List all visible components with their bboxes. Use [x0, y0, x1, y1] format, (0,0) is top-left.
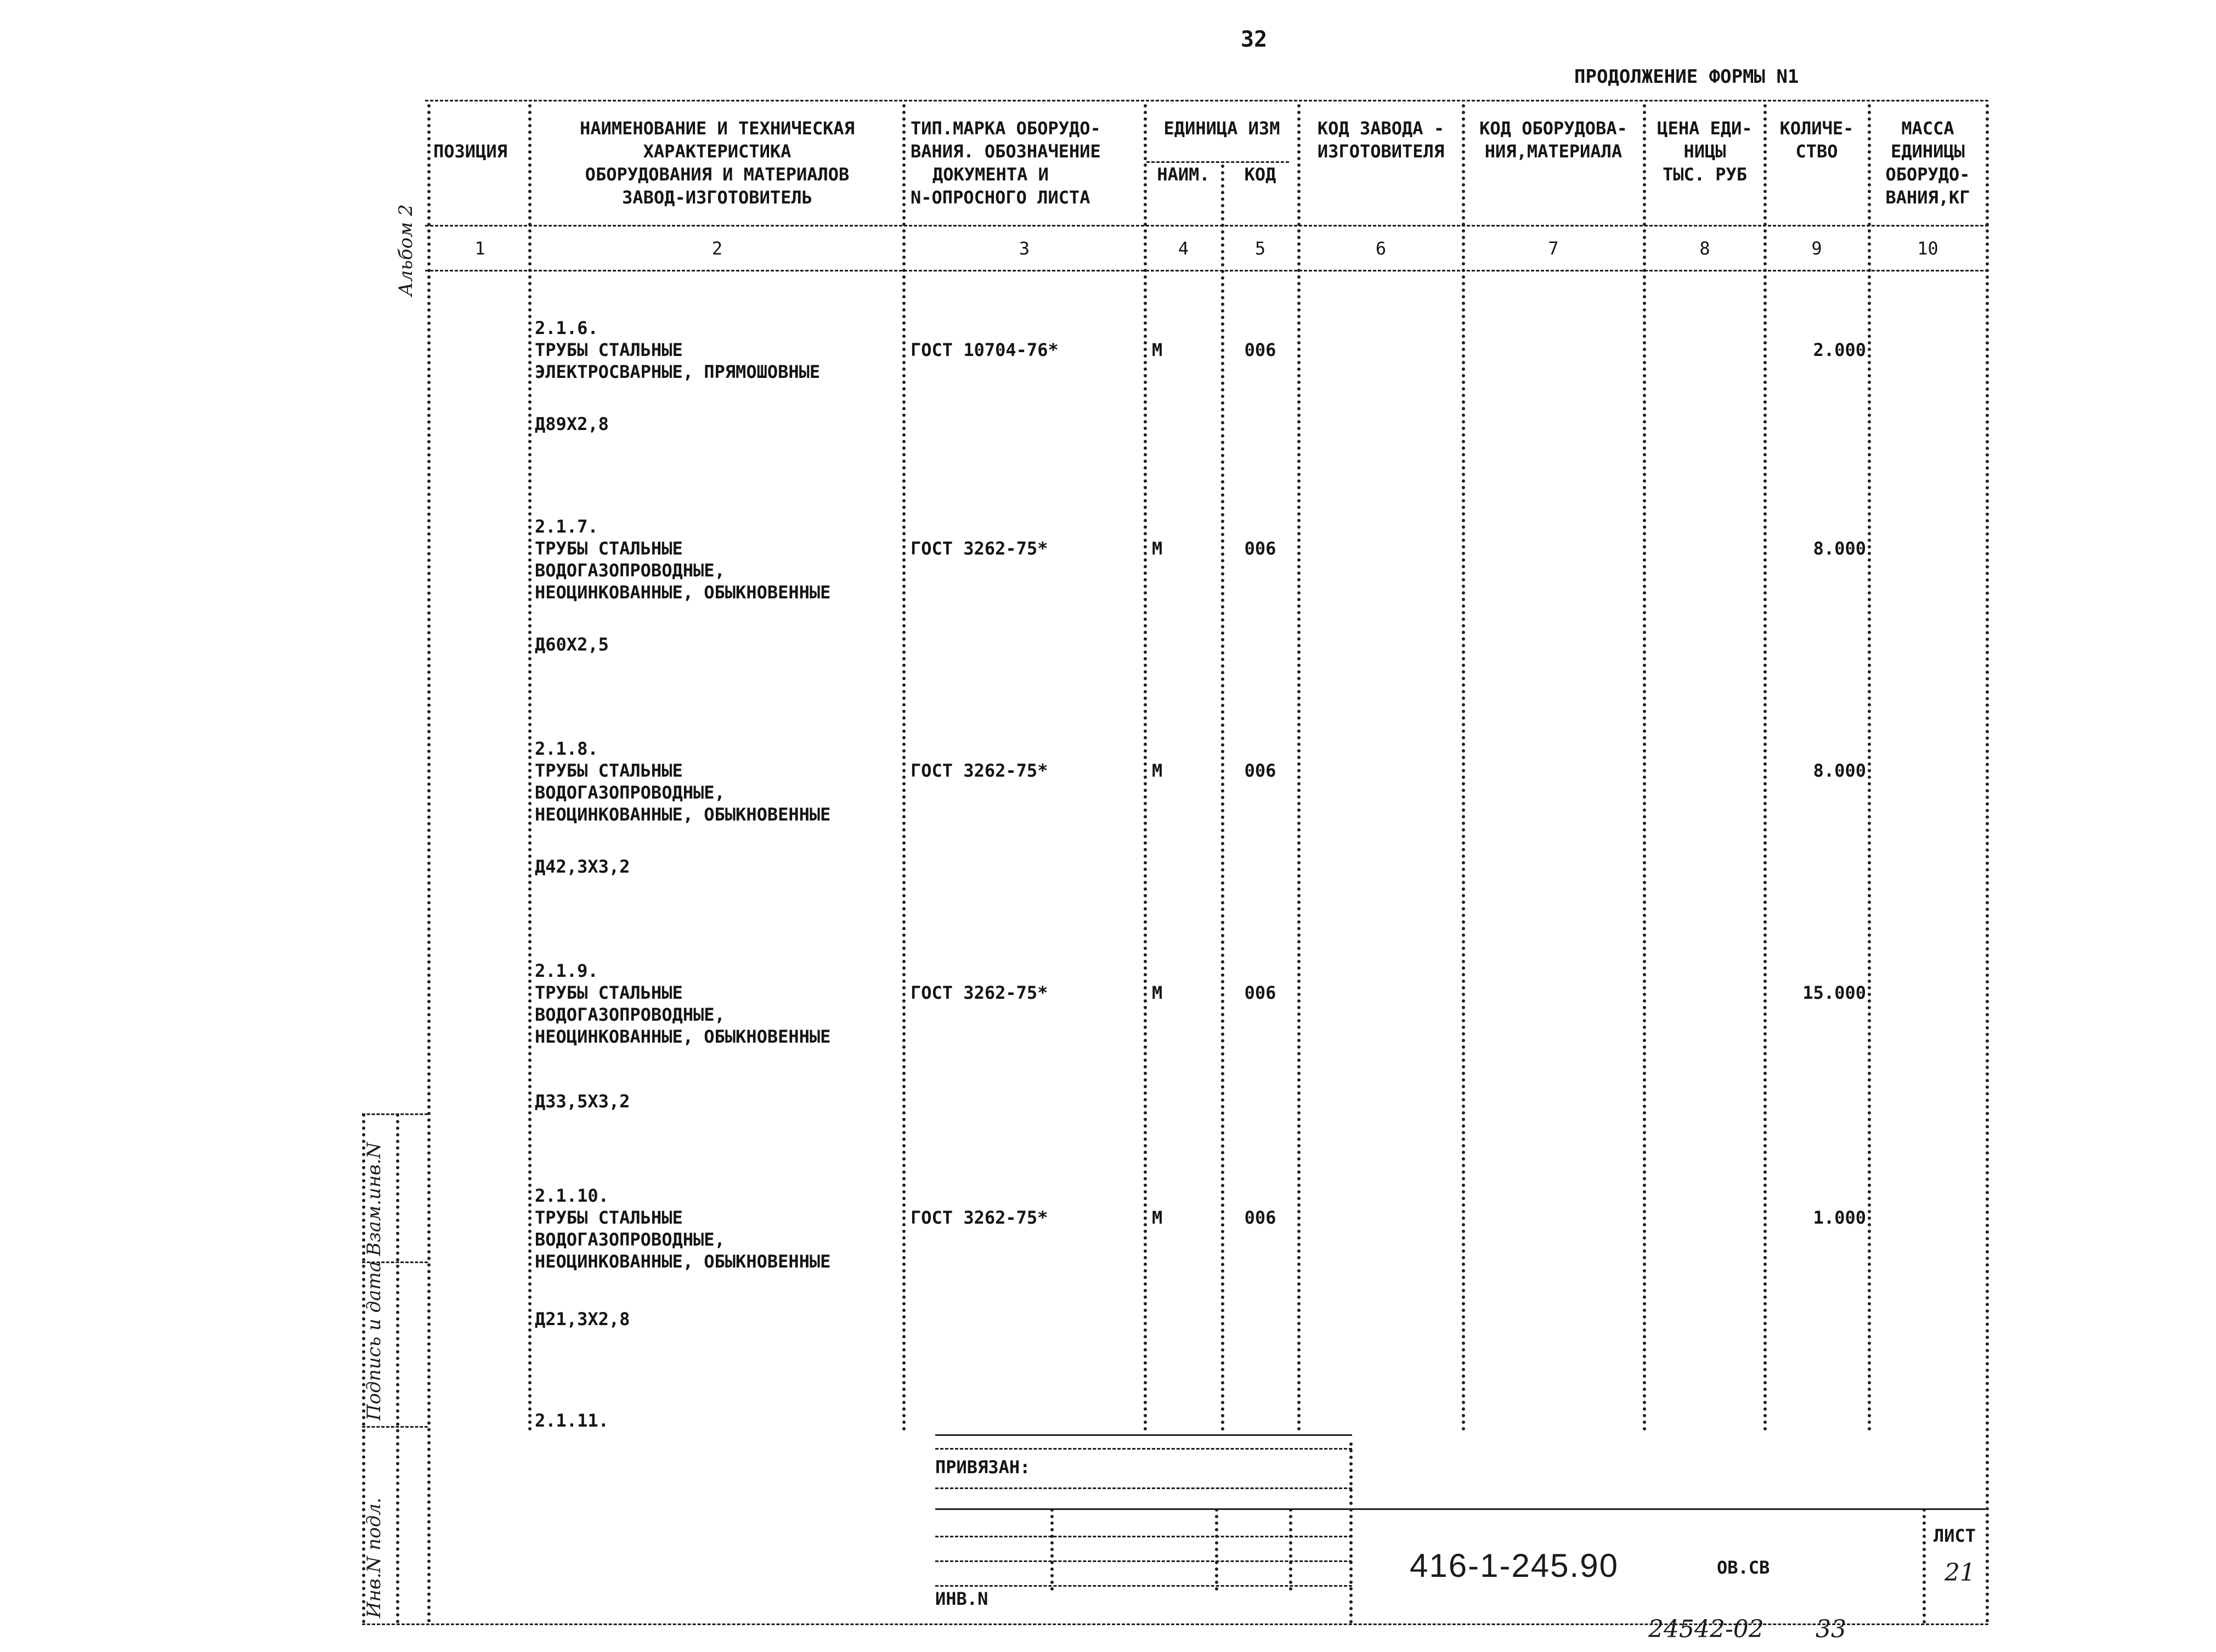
row-name-line: ТРУБЫ СТАЛЬНЫЕ: [535, 1207, 683, 1228]
col-sep-9: [1868, 104, 1871, 1432]
stamp-privyazan: ПРИВЯЗАН:: [935, 1457, 1031, 1478]
row-document: ГОСТ 3262-75*: [911, 982, 1048, 1003]
stamp-inv: ИНВ.N: [935, 1588, 988, 1609]
col-num-7: 7: [1548, 238, 1559, 259]
row-name-line: НЕОЦИНКОВАННЫЕ, ОБЫКНОВЕННЫЕ: [535, 1026, 831, 1047]
col-sep-10: [1986, 104, 1989, 1623]
row-name-line: ТРУБЫ СТАЛЬНЫЕ: [535, 538, 683, 559]
stamp-col-sep: [1050, 1508, 1054, 1591]
bottom-handwritten-page: 33: [1816, 1615, 1846, 1643]
row-document: ГОСТ 3262-75*: [911, 760, 1048, 781]
header-col6-line2: ИЗГОТОВИТЕЛЯ: [1317, 141, 1445, 162]
header-col10-line4: ВАНИЯ,КГ: [1885, 187, 1970, 208]
row-name-line: НЕОЦИНКОВАННЫЕ, ОБЫКНОВЕННЫЕ: [535, 804, 831, 825]
col-sep-5: [1297, 104, 1301, 1432]
bottom-handwritten-number: 24542-02: [1648, 1615, 1764, 1643]
header-col3-line1: ТИП.МАРКА ОБОРУДО-: [911, 118, 1101, 139]
row-name-line: ЭЛЕКТРОСВАРНЫЕ, ПРЯМОШОВНЫЕ: [535, 361, 821, 382]
col-sep-2: [902, 104, 906, 1432]
row-document: ГОСТ 3262-75*: [911, 538, 1048, 559]
row-unit-code: 006: [1244, 982, 1276, 1003]
row-size: Д33,5Х3,2: [535, 1091, 630, 1112]
margin-sep: [396, 1113, 399, 1623]
col-sep-0: [427, 104, 431, 1623]
row-quantity: 15.000: [1802, 982, 1866, 1003]
form-title: ПРОДОЛЖЕНИЕ ФОРМЫ N1: [1574, 66, 1799, 88]
margin-rule: [362, 1426, 428, 1428]
header-col4: НАИМ.: [1157, 164, 1210, 185]
row-position: 2.1.10.: [535, 1185, 609, 1206]
header-col8-line2: НИЦЫ: [1683, 141, 1726, 162]
row-name-line: ВОДОГАЗОПРОВОДНЫЕ,: [535, 782, 725, 803]
last-position: 2.1.11.: [535, 1410, 609, 1431]
inv-podl-label: Инв.N подл.: [363, 1497, 385, 1618]
row-size: Д60Х2,5: [535, 634, 609, 655]
header-col5: КОД: [1244, 164, 1276, 185]
margin-rule: [362, 1113, 428, 1115]
row-size: Д89Х2,8: [535, 414, 609, 434]
row-quantity: 1.000: [1813, 1207, 1866, 1228]
header-col1: ПОЗИЦИЯ: [433, 141, 507, 162]
row-position: 2.1.7.: [535, 516, 598, 537]
header-col10-line3: ОБОРУДО-: [1885, 164, 1970, 185]
row-unit-code: 006: [1244, 760, 1276, 781]
col-num-6: 6: [1375, 238, 1387, 259]
header-col9-line2: СТВО: [1795, 141, 1838, 162]
stamp-col-sep: [1289, 1508, 1292, 1591]
stamp-top-rule: [935, 1434, 1352, 1436]
row-position: 2.1.8.: [535, 738, 598, 759]
row-unit: М: [1152, 538, 1163, 559]
row-name-line: НЕОЦИНКОВАННЫЕ, ОБЫКНОВЕННЫЕ: [535, 582, 831, 603]
col-num-3: 3: [1019, 238, 1030, 259]
header-col6-line1: КОД ЗАВОДА -: [1317, 118, 1445, 139]
row-unit: М: [1152, 340, 1163, 360]
row-name-line: НЕОЦИНКОВАННЫЕ, ОБЫКНОВЕННЫЕ: [535, 1251, 831, 1272]
col-num-1: 1: [474, 238, 485, 259]
album-label: Альбом 2: [395, 204, 417, 296]
header-col7-line2: НИЯ,МАТЕРИАЛА: [1484, 141, 1623, 162]
row-name-line: ТРУБЫ СТАЛЬНЫЕ: [535, 340, 683, 360]
row-quantity: 8.000: [1813, 760, 1866, 781]
col-sep-6: [1462, 104, 1465, 1432]
stamp-col-sep: [1349, 1442, 1353, 1623]
header-col9-line1: КОЛИЧЕ-: [1779, 118, 1854, 139]
col-num-9: 9: [1811, 238, 1822, 259]
col-sep-4: [1221, 165, 1224, 1432]
col-num-10: 10: [1917, 238, 1938, 259]
document-suffix: ОВ.СВ: [1717, 1557, 1770, 1578]
stamp-rule: [935, 1448, 1352, 1450]
header-col8-line1: ЦЕНА ЕДИ-: [1657, 118, 1753, 139]
header-col3-line2: ВАНИЯ. ОБОЗНАЧЕНИЕ: [911, 141, 1101, 162]
col-sep-1: [528, 104, 532, 1432]
header-col8-line3: ТЫС. РУБ: [1662, 164, 1748, 185]
signature-date-label: Подпись и дата: [363, 1261, 385, 1421]
table-top-rule: [425, 100, 1988, 101]
row-document: ГОСТ 3262-75*: [911, 1207, 1048, 1228]
header-col2-line4: ЗАВОД-ИЗГОТОВИТЕЛЬ: [622, 187, 812, 208]
numbers-bottom-rule: [425, 270, 1988, 271]
header-unit-title: ЕДИНИЦА ИЗМ: [1163, 118, 1280, 139]
col-sep-3: [1144, 104, 1147, 1432]
row-position: 2.1.6.: [535, 318, 598, 338]
stamp-rule: [935, 1487, 1352, 1489]
header-bottom-rule: [425, 225, 1988, 227]
row-name-line: ТРУБЫ СТАЛЬНЫЕ: [535, 760, 683, 781]
row-size: Д21,3Х2,8: [535, 1309, 630, 1329]
col-sep-7: [1643, 104, 1646, 1432]
row-position: 2.1.9.: [535, 960, 598, 981]
row-unit-code: 006: [1244, 340, 1276, 360]
page-number: 32: [1241, 27, 1268, 52]
col-num-2: 2: [711, 238, 723, 259]
header-col2-line1: НАИМЕНОВАНИЕ И ТЕХНИЧЕСКАЯ: [580, 118, 855, 139]
row-name-line: ВОДОГАЗОПРОВОДНЫЕ,: [535, 1004, 725, 1025]
row-name-line: ТРУБЫ СТАЛЬНЫЕ: [535, 982, 683, 1003]
row-name-line: ВОДОГАЗОПРОВОДНЫЕ,: [535, 560, 725, 581]
document-code: 416-1-245.90: [1410, 1547, 1619, 1584]
vzam-inv-label: Взам.инв.N: [363, 1142, 385, 1256]
header-col7-line1: КОД ОБОРУДОВА-: [1479, 118, 1627, 139]
stamp-sheet-sep: [1923, 1508, 1926, 1623]
row-name-line: ВОДОГАЗОПРОВОДНЫЕ,: [535, 1229, 725, 1250]
col-num-8: 8: [1699, 238, 1710, 259]
col-sep-8: [1763, 104, 1767, 1432]
stamp-col-sep: [1215, 1508, 1218, 1591]
row-quantity: 8.000: [1813, 538, 1866, 559]
header-col3-line3: ДОКУМЕНТА И: [932, 164, 1049, 185]
header-col10-line2: ЕДИНИЦЫ: [1891, 141, 1965, 162]
row-unit-code: 006: [1244, 1207, 1276, 1228]
row-document: ГОСТ 10704-76*: [911, 340, 1059, 360]
stamp-main-rule: [935, 1508, 1986, 1510]
header-col2-line3: ОБОРУДОВАНИЯ И МАТЕРИАЛОВ: [585, 164, 850, 185]
unit-split-rule: [1146, 161, 1289, 163]
col-num-4: 4: [1178, 238, 1189, 259]
row-size: Д42,3Х3,2: [535, 856, 630, 877]
sheet-label: ЛИСТ: [1934, 1525, 1976, 1546]
header-col2-line2: ХАРАКТЕРИСТИКА: [643, 141, 792, 162]
col-num-5: 5: [1254, 238, 1266, 259]
header-col3-line4: N-ОПРОСНОГО ЛИСТА: [911, 187, 1090, 208]
row-unit: М: [1152, 1207, 1163, 1228]
row-unit: М: [1152, 982, 1163, 1003]
margin-sep: [362, 1113, 365, 1623]
row-unit-code: 006: [1244, 538, 1276, 559]
row-quantity: 2.000: [1813, 340, 1866, 360]
row-unit: М: [1152, 760, 1163, 781]
sheet-number: 21: [1944, 1559, 1975, 1587]
header-col10-line1: МАССА: [1901, 118, 1954, 139]
